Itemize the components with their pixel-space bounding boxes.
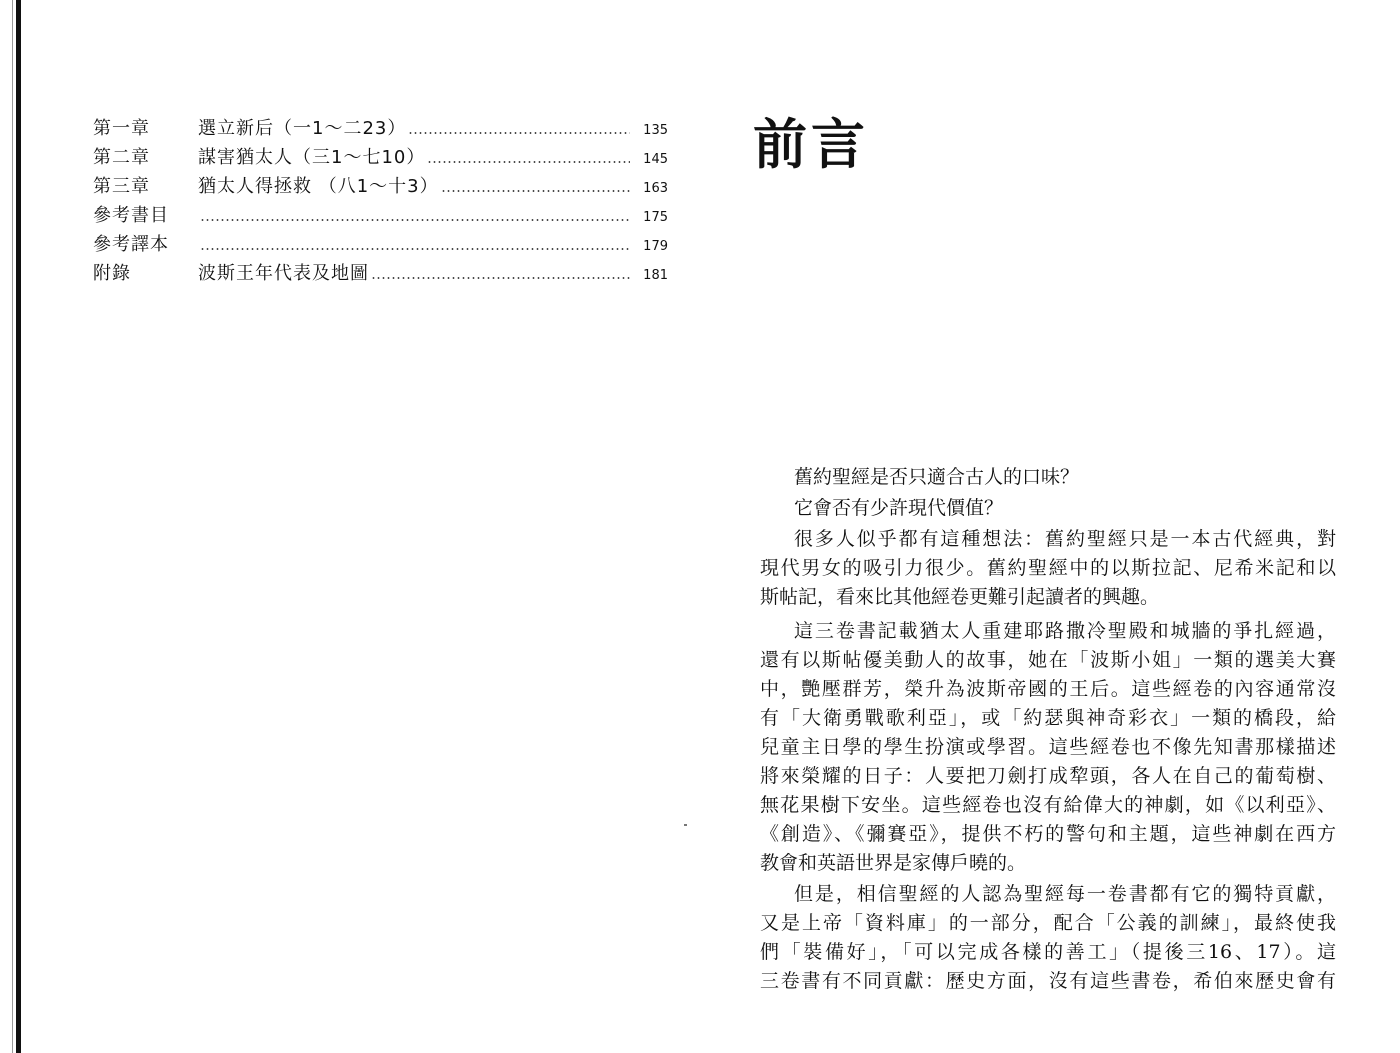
toc-entry-page: 175 xyxy=(643,210,668,225)
paragraph xyxy=(760,525,1336,612)
toc-entry-page: 181 xyxy=(643,268,668,283)
toc-entry-label: 第一章 xyxy=(93,118,150,139)
toc-entry xyxy=(93,230,668,259)
toc-entry-page: 179 xyxy=(643,239,668,254)
text-line: 斯帖記，看來比其他經卷更難引起讀者的興趣。 xyxy=(760,586,1160,608)
text-line: 它會否有少許現代價值？ xyxy=(794,497,1004,519)
toc-entry-title: 波斯王年代表及地圖 xyxy=(198,263,369,284)
toc-entry-title: 謀害猶太人（三1～七10） xyxy=(198,147,426,168)
text-line: 還有以斯帖優美動人的故事，她在「波斯小姐」一類的選美大賽 xyxy=(760,649,1336,671)
toc-entry-page: 163 xyxy=(643,181,668,196)
text-line: 這三卷書記載猶太人重建耶路撒冷聖殿和城牆的爭扎經過， xyxy=(794,620,1336,642)
text-line: 將來榮耀的日子：人要把刀劍打成犂頭，各人在自己的葡萄樹、 xyxy=(760,765,1336,787)
toc-dot-leader xyxy=(200,201,630,230)
toc-entry xyxy=(93,143,668,172)
text-line: 們「裝備好」，「可以完成各樣的善工」（提後三16、17）。這 xyxy=(760,941,1336,963)
text-line: 教會和英語世界是家傳戶曉的。 xyxy=(760,852,1027,874)
page-edge xyxy=(16,0,21,1053)
toc-entry-page: 135 xyxy=(643,123,668,138)
text-line: 但是，相信聖經的人認為聖經每一卷書都有它的獨特貢獻， xyxy=(794,883,1336,905)
text-line: 又是上帝「資料庫」的一部分，配合「公義的訓練」，最終使我 xyxy=(760,912,1336,934)
paragraph xyxy=(760,880,1336,996)
toc-entry-title: 選立新后（一1～二23） xyxy=(198,118,407,139)
page-title: 前言 xyxy=(753,113,869,176)
table-of-contents xyxy=(93,114,668,288)
text-line: 中，艷壓群芳，榮升為波斯帝國的王后。這些經卷的內容通常沒 xyxy=(760,678,1336,700)
toc-entry xyxy=(93,259,668,288)
toc-entry xyxy=(93,114,668,143)
toc-entry xyxy=(93,201,668,230)
toc-entry-label: 參考譯本 xyxy=(93,234,169,255)
text-line: 有「大衛勇戰歌利亞」，或「約瑟與神奇彩衣」一類的橋段，給 xyxy=(760,707,1336,729)
paragraph xyxy=(760,494,1336,523)
toc-entry-label: 第二章 xyxy=(93,147,150,168)
preface-body xyxy=(760,463,1336,998)
page-edge-shadow xyxy=(12,0,13,1053)
paragraph xyxy=(760,617,1336,878)
text-line: 兒童主日學的學生扮演或學習。這些經卷也不像先知書那樣描述 xyxy=(760,736,1336,758)
toc-dot-leader xyxy=(441,172,630,201)
toc-entry-label: 第三章 xyxy=(93,176,150,197)
toc-entry-page: 145 xyxy=(643,152,668,167)
text-line: 三卷書有不同貢獻：歷史方面，沒有這些書卷，希伯來歷史會有 xyxy=(760,970,1336,992)
toc-entry-label: 參考書目 xyxy=(93,205,169,226)
toc-entry xyxy=(93,172,668,201)
text-line: 現代男女的吸引力很少。舊約聖經中的以斯拉記、尼希米記和以 xyxy=(760,557,1336,579)
scan-speck xyxy=(684,824,687,826)
text-line: 舊約聖經是否只適合古人的口味？ xyxy=(794,466,1080,488)
toc-dot-leader xyxy=(200,230,630,259)
text-line: 《創造》、《彌賽亞》，提供不朽的警句和主題，這些神劇在西方 xyxy=(760,823,1336,845)
text-line: 很多人似乎都有這種想法：舊約聖經只是一本古代經典，對 xyxy=(794,528,1336,550)
paragraph xyxy=(760,463,1336,492)
toc-entry-label: 附錄 xyxy=(93,263,131,284)
text-line: 無花果樹下安坐。這些經卷也沒有給偉大的神劇，如《以利亞》、 xyxy=(760,794,1336,816)
toc-dot-leader xyxy=(427,143,630,172)
toc-dot-leader xyxy=(408,114,630,143)
toc-dot-leader xyxy=(371,259,630,288)
toc-entry-title: 猶太人得拯救 （八1～十3） xyxy=(198,176,439,197)
